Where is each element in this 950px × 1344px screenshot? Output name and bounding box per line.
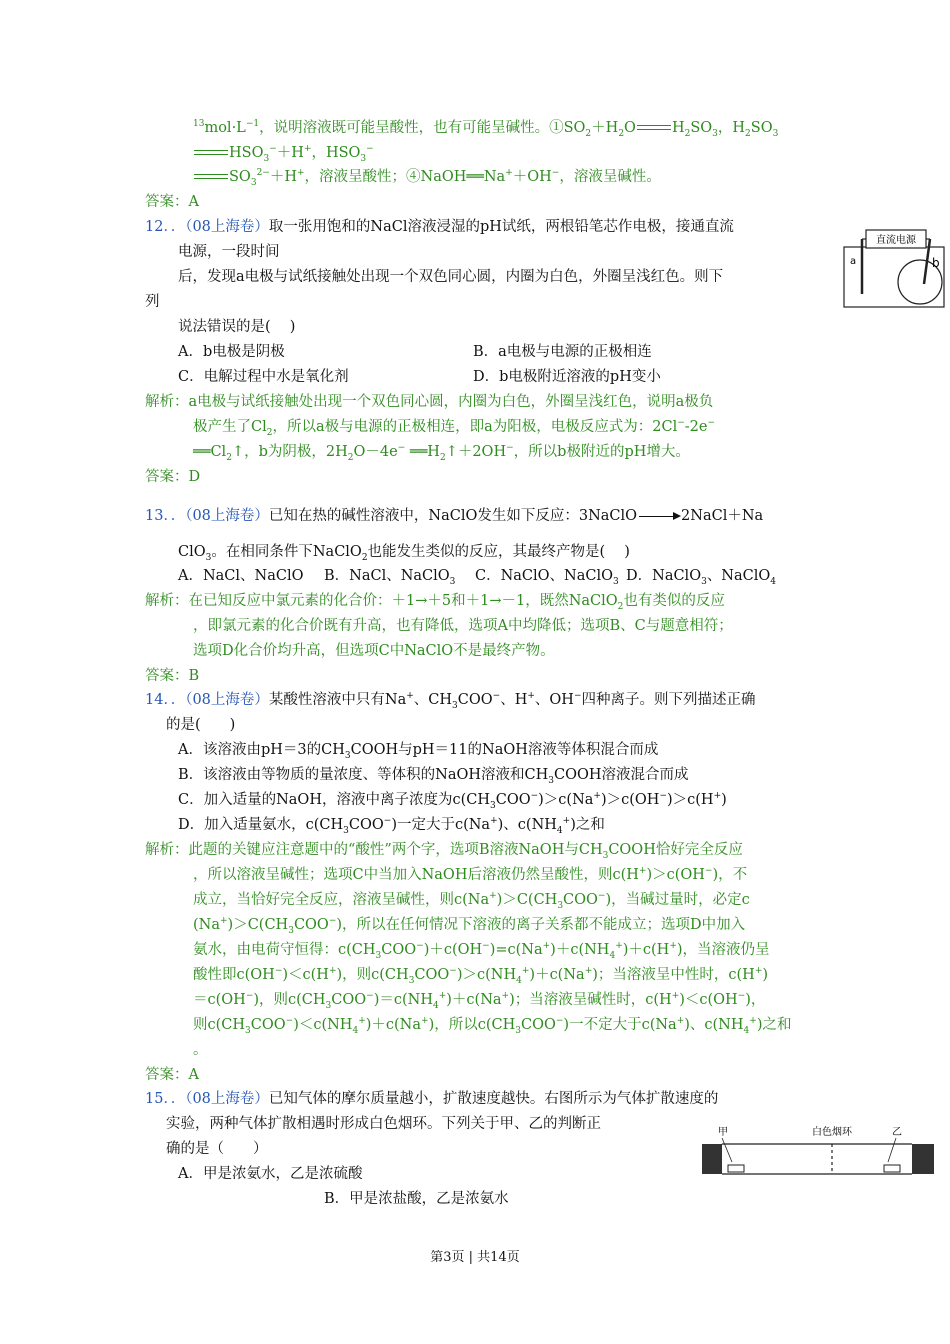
q13-stem-line1	[145, 506, 763, 526]
q13-option-b: B．NaCl、NaClO$_3$	[324, 568, 456, 587]
q12-electrolysis-figure	[842, 222, 946, 310]
q11-explanation-line1: $^{13}mol\cdot L^{-1}$，说明溶液既可能呈酸性，也有可能呈碱性。$①SO_2+H_2O$ $H_2SO_3$，$H_2SO_3$	[193, 119, 779, 139]
q15-figure-cotton-right	[884, 1165, 900, 1172]
q15-figure-label-right: 乙	[892, 1127, 902, 1138]
q12-stem-line3: 后，发现a电极与试纸接触处出现一个双色同心圆，内圈为白色，外圈呈浅红色。则下	[178, 269, 724, 285]
q12-source: （08上海卷）	[185, 219, 269, 235]
q12-figure-power-label: 直流电源	[876, 235, 916, 246]
q11-explanation-line3: $SO_3^{2-}+H^+$，溶液呈酸性；④NaOH══Na+＋OH−，溶液呈碱性。	[193, 167, 661, 187]
q14-option-d: D．加入适量氨水，$c(CH_3COO^-)$一定大于c(Na+)、$c(NH_4^+)$之和	[178, 816, 605, 836]
q13-source: （08上海卷）	[185, 508, 269, 524]
q13-explanation-line2: ，即氯元素的化合价既有升高，也有降低，选项A中均降低；选项B、C与题意相符；	[193, 618, 733, 634]
q14-explanation-line9: 。	[193, 1042, 208, 1058]
q12-explanation-line2: 极产生了$Cl_2$，所以a极与电源的正极相连，即a为阳极，电极反应式为：2Cl−-2e−	[193, 418, 716, 438]
q15-diffusion-figure	[700, 1120, 945, 1180]
q12-figure-paper	[844, 247, 944, 307]
q13-stem-text1b: 2NaCl＋Na	[681, 508, 764, 524]
q15-option-a: A．甲是浓氨水，乙是浓硫酸	[178, 1166, 363, 1182]
q12-option-c: C．电解过程中水是氧化剂	[178, 369, 349, 385]
q12-stem-text1: 取一张用饱和的NaCl溶液浸湿的pH试纸，两根铅笔芯作电极，接通直流	[268, 219, 734, 235]
q15-figure-label-middle: 白色烟环	[812, 1127, 852, 1138]
q12-answer: 答案：D	[145, 469, 201, 485]
q15-number: 15．．	[145, 1091, 186, 1107]
q14-explanation-line8: 则$c(CH_3COO^-)<c(NH_4^+)+c(Na^+)$，所以$c(CH_3COO^-)$一不定大于c(Na+)、$c(NH_4^+)$之和	[193, 1016, 792, 1036]
q12-figure-label-a: a	[850, 256, 857, 267]
q15-figure-stopper-left	[702, 1144, 722, 1174]
q15-stem-line3: 确的是（ ）	[166, 1141, 268, 1157]
q11-explanation-line2: $HSO_3^-+H^+$，$HSO_3^-$	[193, 143, 374, 163]
q14-explanation-line4: $(Na^+)>C(CH_3COO^-)$，所以在任何情况下溶液的离子关系都不能成立；选项D中加入	[193, 916, 746, 936]
q12-figure-label-b: b	[932, 256, 940, 270]
q14-number: 14．．	[145, 692, 186, 708]
q15-stem-line1	[145, 1089, 718, 1109]
q13-option-c: C．NaClO、NaClO$_3$	[475, 568, 619, 587]
q12-number: 12．．	[145, 219, 186, 235]
q14-answer: 答案：A	[145, 1067, 199, 1083]
q14-source: （08上海卷）	[185, 692, 269, 708]
q14-stem-line1	[145, 690, 756, 710]
q14-explanation-line1: 解析：此题的关键应注意题中的“酸性”两个字，选项B溶液NaOH与$CH_3COOH$恰好完全反应	[145, 842, 743, 861]
q12-option-a: A．b电极是阴极	[178, 344, 285, 360]
q15-stem-text1: 已知气体的摩尔质量越小，扩散速度越快。右图所示为气体扩散速度的	[268, 1091, 719, 1107]
q12-stem-line1	[145, 217, 734, 237]
q13-explanation-line1: 解析：在已知反应中氯元素的化合价：＋1→＋5和＋1→－1，既然NaClO$_2$也有类似的反应	[145, 593, 725, 612]
q13-explanation-line3: 选项D化合价均升高，但选项C中NaClO不是最终产物。	[193, 643, 555, 659]
q12-stem-line5: 说法错误的是( )	[178, 319, 296, 335]
q14-stem-line2: 的是( )	[166, 717, 236, 733]
q12-explanation-line3: $══Cl_2↑$，b为阴极，$2H_2O-4e^-$ $══H_2↑+2OH^-$，所以b极附近的pH增大。	[193, 443, 690, 463]
q14-explanation-line2: ，所以溶液呈碱性；选项C中当加入NaOH后溶液仍然呈酸性，则c(H+)＞c(OH−)，不	[193, 866, 748, 883]
q15-source: （08上海卷）	[185, 1091, 269, 1107]
q14-explanation-line3: 成立，当恰好完全反应，溶液呈碱性，则$c(Na^+)>C(CH_3COO^-)$，当碱过量时，必定c	[193, 891, 750, 911]
q13-reaction-arrow	[639, 516, 679, 517]
q14-explanation-line6: 酸性即c(OH−)＜c(H+)，则$c(CH_3COO^-)>c(NH_4^+)+c(Na^+)$；当溶液呈中性时，c(H+)	[193, 966, 769, 986]
q13-option-d: D．NaClO$_3$、NaClO$_4$	[626, 568, 776, 587]
q14-explanation-line7: ＝c(OH−)，则$c(CH_3COO^-)=c(NH_4^+)+c(Na^+)$；当溶液呈碱性时，c(H+)＜c(OH−)，	[193, 991, 766, 1011]
q13-answer: 答案：B	[145, 668, 200, 684]
q15-figure-label-left: 甲	[718, 1127, 728, 1138]
q14-option-b: B．该溶液由等物质的量浓度、等体积的NaOH溶液和$CH_3COOH$溶液混合而成	[178, 767, 689, 786]
q15-figure-stopper-right	[912, 1144, 934, 1174]
q12-explanation-line1: 解析：a电极与试纸接触处出现一个双色同心圆，内圈为白色，外圈呈浅红色，说明a极负	[145, 394, 714, 410]
q13-number: 13．．	[145, 508, 186, 524]
q12-option-d: D．b电极附近溶液的pH变小	[473, 369, 661, 385]
q14-option-c: C．加入适量的NaOH，溶液中离子浓度为$c(CH_3COO^-)>c(Na^+)>c(OH^-)>c(H^+)$	[178, 791, 727, 811]
q13-stem-line2: ClO$_3$。在相同条件下NaClO$_2$也能发生类似的反应，其最终产物是( )	[178, 544, 630, 563]
q12-stem-line2: 电源，一段时间	[178, 244, 280, 260]
q13-stem-text1a: 已知在热的碱性溶液中，NaClO发生如下反应：3NaClO	[268, 508, 638, 524]
q12-option-b: B．a电极与电源的正极相连	[473, 344, 652, 360]
q15-option-b: B．甲是浓盐酸，乙是浓氨水	[324, 1191, 509, 1207]
page-footer: 第3页 | 共14页	[430, 1250, 520, 1265]
q14-option-a: A．该溶液由pH＝3的$CH_3COOH$与pH＝11的NaOH溶液等体积混合而成	[178, 742, 659, 761]
q13-option-a: A．NaCl、NaClO	[178, 568, 304, 584]
q11-answer: 答案：A	[145, 194, 199, 210]
q14-explanation-line5: 氨水，由电荷守恒得：$c(CH_3COO^-)+c(OH^-)=c(Na^+)+c(NH_4^+)+c(H^+)$，当溶液仍呈	[193, 941, 770, 961]
q15-stem-line2: 实验，两种气体扩散相遇时形成白色烟环。下列关于甲、乙的判断正	[166, 1116, 601, 1132]
q15-figure-cotton-left	[728, 1165, 744, 1172]
q12-stem-line4: 列	[145, 294, 160, 310]
q14-stem-text1: 某酸性溶液中只有Na+、$CH_3COO^-$、H+、OH−四种离子。则下列描述正确	[268, 691, 756, 711]
